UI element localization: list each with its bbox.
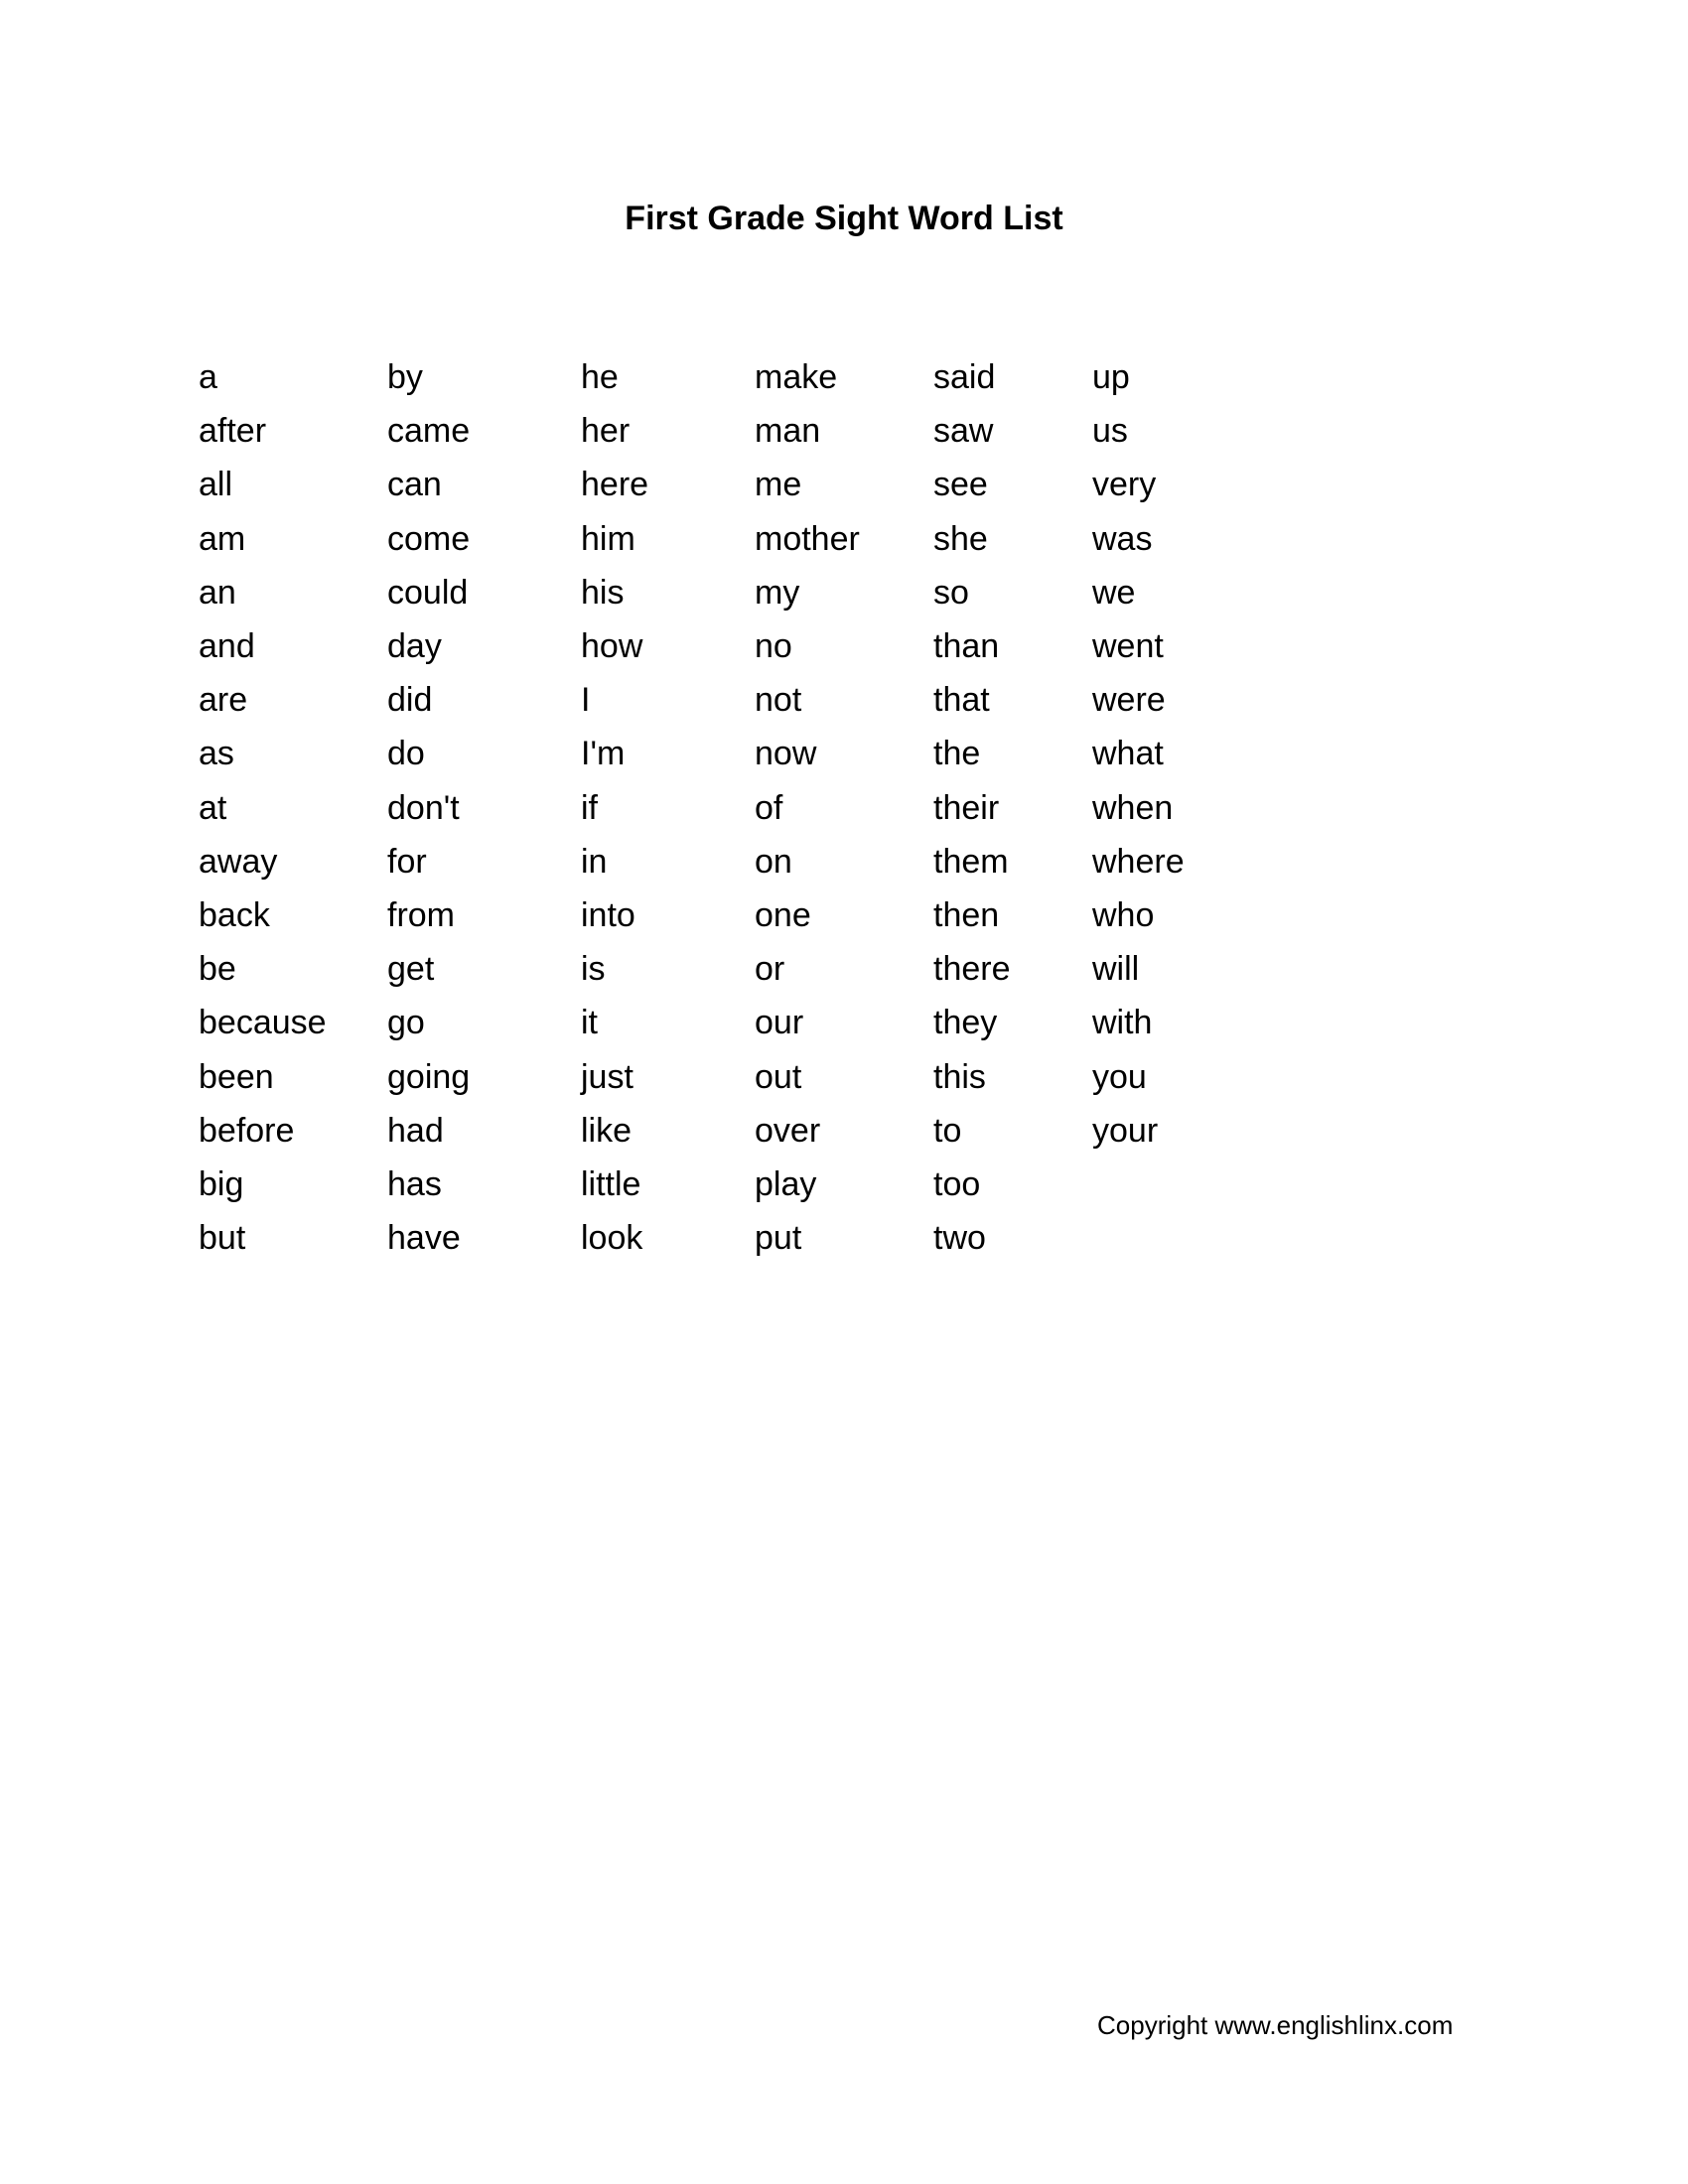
sight-word: little — [581, 1165, 641, 1203]
sight-word: go — [387, 1004, 425, 1042]
sight-word: is — [581, 950, 606, 989]
sight-word: play — [755, 1165, 817, 1203]
sight-word: no — [755, 627, 792, 665]
sight-word: have — [387, 1219, 461, 1258]
sight-word: who — [1092, 896, 1155, 934]
sight-word: two — [933, 1219, 986, 1258]
copyright-notice: Copyright www.englishlinx.com — [1097, 2010, 1454, 2040]
sight-word: him — [581, 519, 635, 558]
sight-word: for — [387, 842, 427, 881]
sight-word: her — [581, 412, 631, 451]
sight-word: am — [199, 519, 246, 558]
sight-word: now — [755, 735, 817, 773]
sight-word: their — [933, 788, 1000, 827]
sight-word: I — [581, 681, 591, 720]
sight-word: were — [1092, 681, 1166, 720]
sight-word: has — [387, 1165, 442, 1203]
sight-word: man — [755, 412, 821, 451]
sight-word: our — [755, 1004, 804, 1042]
sight-word: what — [1092, 735, 1164, 773]
sight-word: make — [755, 358, 838, 396]
sight-word: mother — [755, 519, 860, 558]
sight-word: been — [199, 1057, 274, 1096]
sight-word: saw — [933, 412, 994, 451]
sight-word: at — [199, 788, 227, 827]
sight-word: and — [199, 627, 255, 665]
sight-word: with — [1092, 1004, 1153, 1042]
sight-word: do — [387, 735, 425, 773]
sight-word: my — [755, 573, 800, 612]
sight-word: day — [387, 627, 442, 665]
sight-word: could — [387, 573, 469, 612]
sight-word: we — [1092, 573, 1136, 612]
sight-word: into — [581, 896, 635, 934]
sight-word: than — [933, 627, 1000, 665]
sight-word: away — [199, 842, 278, 881]
sight-word: very — [1092, 466, 1157, 504]
sight-word: one — [755, 896, 811, 934]
sight-word: by — [387, 358, 423, 396]
sight-word: will — [1092, 950, 1140, 989]
sight-word: on — [755, 842, 792, 881]
sight-word: us — [1092, 412, 1128, 451]
sight-word: or — [755, 950, 785, 989]
sight-word: put — [755, 1219, 802, 1258]
sight-word: look — [581, 1219, 643, 1258]
sight-word: you — [1092, 1057, 1147, 1096]
sight-word: as — [199, 735, 234, 773]
sight-word: after — [199, 412, 267, 451]
sight-word: went — [1092, 627, 1164, 665]
sight-word: it — [581, 1004, 598, 1042]
sight-word: because — [199, 1004, 327, 1042]
sight-word: came — [387, 412, 471, 451]
sight-word: of — [755, 788, 783, 827]
sight-word: to — [933, 1111, 962, 1150]
sight-word: too — [933, 1165, 981, 1203]
sight-word: in — [581, 842, 608, 881]
sight-word: them — [933, 842, 1009, 881]
sight-word: had — [387, 1111, 444, 1150]
sight-word: me — [755, 466, 802, 504]
sight-word: an — [199, 573, 236, 612]
sight-word: how — [581, 627, 643, 665]
sight-word: going — [387, 1057, 471, 1096]
sight-word: not — [755, 681, 802, 720]
sight-word: his — [581, 573, 625, 612]
sight-word: out — [755, 1057, 802, 1096]
sight-word: don't — [387, 788, 460, 827]
sight-word: are — [199, 681, 248, 720]
sight-word: if — [581, 788, 598, 827]
sight-word: from — [387, 896, 455, 934]
sight-word: your — [1092, 1111, 1159, 1150]
sight-word: when — [1092, 788, 1174, 827]
sight-word: be — [199, 950, 236, 989]
sight-word: but — [199, 1219, 246, 1258]
sight-word: just — [581, 1057, 633, 1096]
sight-word: the — [933, 735, 981, 773]
sight-word: up — [1092, 358, 1130, 396]
page-title: First Grade Sight Word List — [625, 200, 1063, 237]
sight-word: see — [933, 466, 988, 504]
sight-word: back — [199, 896, 270, 934]
sight-word: there — [933, 950, 1011, 989]
sight-word: all — [199, 466, 233, 504]
sight-word: so — [933, 573, 969, 612]
sight-word: big — [199, 1165, 244, 1203]
sight-word: can — [387, 466, 442, 504]
sight-word: she — [933, 519, 988, 558]
sight-word: come — [387, 519, 471, 558]
sight-word: over — [755, 1111, 821, 1150]
sight-word: I'm — [581, 735, 626, 773]
sight-word: get — [387, 950, 435, 989]
sight-word: a — [199, 358, 217, 396]
sight-word: then — [933, 896, 1000, 934]
sight-word: said — [933, 358, 996, 396]
sight-word: that — [933, 681, 990, 720]
sight-word: they — [933, 1004, 998, 1042]
sight-word: did — [387, 681, 433, 720]
sight-word: where — [1092, 842, 1185, 881]
sight-word: this — [933, 1057, 986, 1096]
sight-word: like — [581, 1111, 633, 1150]
sight-word: was — [1092, 519, 1153, 558]
sight-word: before — [199, 1111, 295, 1150]
sight-word: he — [581, 358, 619, 396]
sight-word: here — [581, 466, 649, 504]
